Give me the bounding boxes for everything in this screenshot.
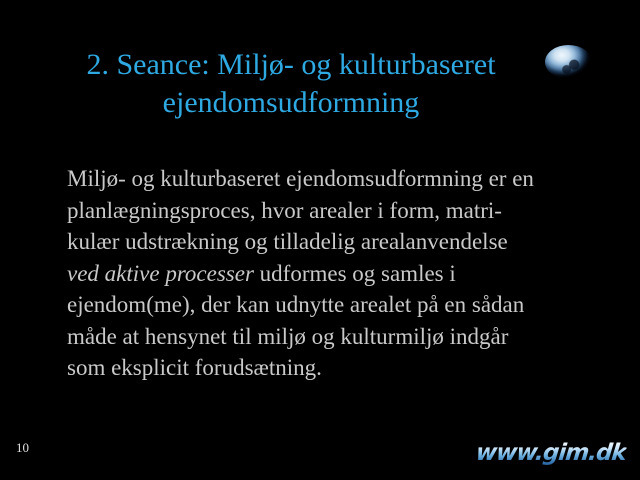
body-line: som eksplicit forudsætning. [67,355,322,380]
slide-title [51,46,531,122]
body-line [67,258,607,290]
body-line: planlægningsproces, hvor arealer i form, matri- [67,197,502,223]
body-line-rest: udformes og samles i [253,260,456,286]
body-line: måde at hensynet til miljø og kulturmiljø indgår [67,323,509,349]
body-line: Miljø- og kulturbaseret ejendomsudformning er en [67,166,534,191]
slide-title-line-1: 2. Seance: Miljø- og kulturbaseret [86,48,496,81]
body-line: kulær udstrækning og tilladelig arealanvendelse [67,229,508,254]
body-line-italic-phrase: ved aktive processer [67,260,254,286]
slide-body-text [67,163,607,384]
slide-title-line-2: ejendomsudformning [162,86,420,119]
earth-photo-icon [545,45,592,79]
gim-dk-logo: www.gim.dk [474,440,628,466]
page-number: 10 [16,440,29,455]
body-line: ejendom(me), der kan udnytte arealet på en sådan [67,292,525,317]
